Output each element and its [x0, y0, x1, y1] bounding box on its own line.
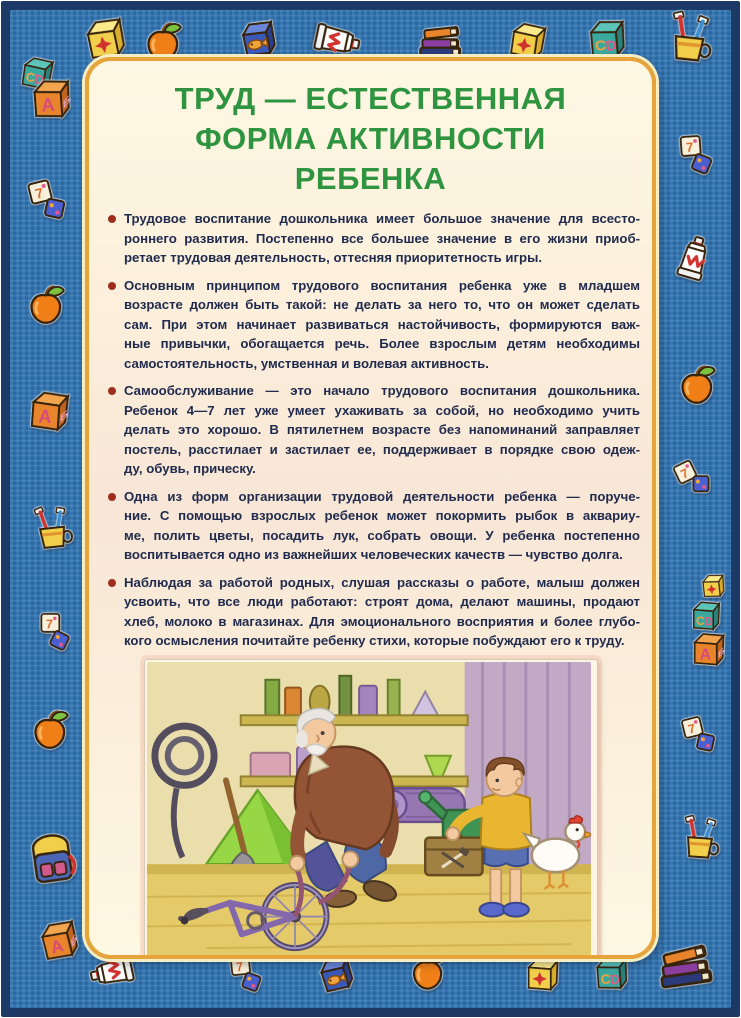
page-title: [97, 79, 644, 199]
toothbrush-cup-icon: [26, 502, 79, 555]
bullet-marker-icon: [108, 282, 116, 290]
text-line: Одна из форм организации трудовой деятельности ребенка — поруче-: [124, 488, 640, 504]
text-line: ретает трудовая деятельность, оттесняя приоритетность игры.: [124, 250, 543, 265]
cd-cube-icon: [581, 13, 630, 62]
bullet-marker-icon: [108, 387, 116, 395]
text-line: хлеб, молоко в магазинах. Для эмоционального восприятия и более глубо-: [124, 613, 640, 629]
text-line: самостоятельность, умственная и волевая активность.: [124, 355, 489, 371]
apple-icon: [27, 707, 73, 753]
text-line: сам. При этом начинает развиваться настойчивость, формируются важ-: [124, 316, 640, 332]
letter-block-icon: [24, 72, 75, 123]
dice-icon: [668, 452, 719, 503]
letter-block-icon: [30, 912, 85, 967]
bullet-marker-icon: [108, 215, 116, 223]
apple-icon: [23, 282, 69, 328]
bullet-marker-icon: [108, 493, 116, 501]
backpack-icon: [18, 824, 86, 892]
text-line: кого осмысления почитайте ребенку стихи, которые побуждают его к труду.: [124, 633, 625, 648]
text-line: усвоить, что все люди работают: строят дома, делают машины, продают: [124, 594, 640, 609]
illustration-frame: [144, 659, 598, 960]
bullet-item: [107, 276, 640, 374]
bullet-item: [107, 209, 640, 268]
dice-icon: [24, 176, 72, 224]
bullet-lines: [124, 209, 640, 268]
bullet-item: [107, 381, 640, 479]
letter-block-icon: [687, 628, 728, 669]
text-line: делать это хорошо. В пятилетнем возрасте без напоминаний заправляет: [124, 422, 640, 437]
text-line: ду, обувь, прическу.: [124, 461, 256, 476]
text-line: ние. С помощью взрослых ребенок может покормить рыбок в аквариу-: [124, 508, 640, 523]
toothbrush-cup-icon: [674, 812, 725, 863]
content-panel: [85, 57, 656, 959]
fish-cube-icon: [234, 14, 282, 62]
workshop-illustration: [147, 662, 591, 958]
text-line: воспитывается одно из важнейших человеческих качеств — чувство долга.: [124, 547, 623, 562]
letter-block-icon: [22, 384, 73, 435]
title-line: ТРУД — ЕСТЕСТВЕННАЯ: [174, 81, 567, 116]
bullet-item: [107, 487, 640, 565]
text-line: возрасте должен быть такой: не делать за него то, что он может сделать: [124, 297, 640, 312]
text-line: роннего развития. Постепенно все большее значение в его жизни приоб-: [124, 230, 640, 246]
books-icon: [649, 927, 719, 997]
title-line: ФОРМА АКТИВНОСТИ: [195, 121, 546, 156]
text-line: Наблюдая за работой родных, слушая рассказы о работе, малыш должен: [124, 574, 640, 590]
title-line: РЕБЕНКА: [294, 161, 447, 196]
text-line: Самообслуживание — это начало трудового воспитания дошкольника.: [124, 383, 640, 398]
bullet-lines: [124, 573, 640, 651]
bullet-lines: [124, 276, 640, 374]
text-line: Основным принципом трудового воспитания ребенка уже в младшем: [124, 277, 640, 293]
text-line: Ребенок 4—7 лет уже умеет ухаживать за собой, но необходимо учить: [124, 402, 640, 418]
bullet-lines: [124, 381, 640, 479]
text-line: ные привычки, обогащается речь. Более взрослым детям необходимы: [124, 336, 640, 351]
bullet-list: [89, 209, 652, 651]
books-icon: [415, 13, 465, 63]
text-line: ме, полить цветы, посадить лук, собрать овощи. У ребенка постепенно: [124, 527, 640, 543]
dice-icon: [30, 606, 82, 658]
bullet-item: [107, 573, 640, 651]
text-line: постель, расстилает и застилает ее, поддерживает в порядке свою одеж-: [124, 441, 640, 457]
bullet-lines: [124, 487, 640, 565]
bullet-marker-icon: [108, 579, 116, 587]
dice-icon: [678, 713, 721, 756]
text-line: Трудовое воспитание дошкольника имеет большое значение для всесто-: [124, 211, 640, 226]
toothpaste-icon: [664, 228, 723, 287]
toothbrush-cup-icon: [660, 8, 721, 69]
apple-icon: [674, 362, 720, 408]
dice-icon: [671, 129, 724, 182]
